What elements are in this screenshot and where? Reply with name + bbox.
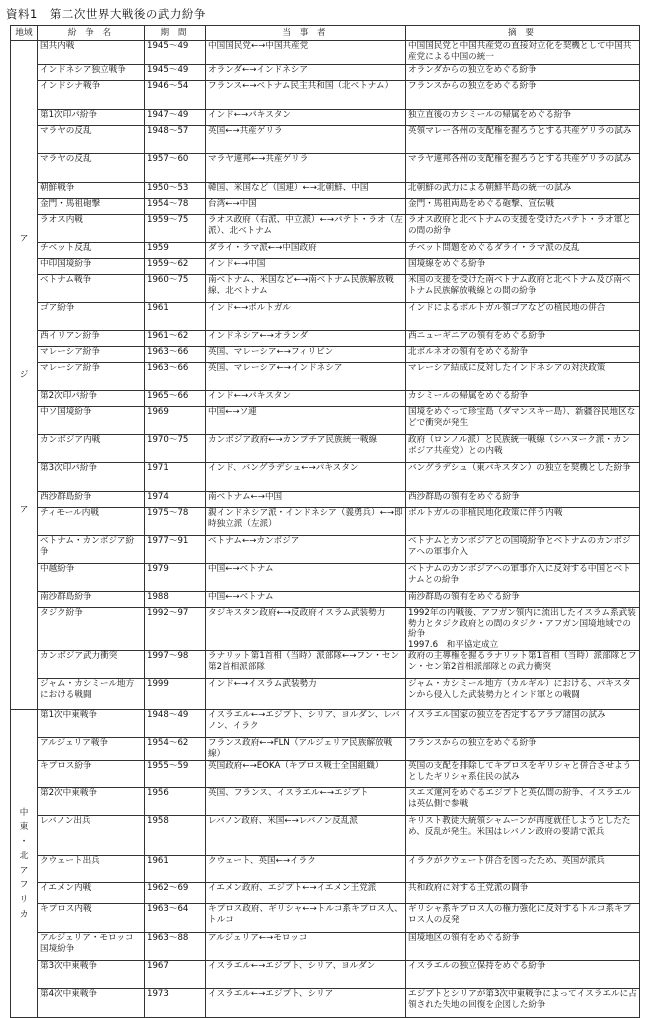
cell-summary: 共和政府に対する王党派の闘争: [406, 883, 640, 904]
cell-parties: フランス政府←→FLN（アルジェリア民族解放戦線）: [206, 738, 406, 761]
cell-parties: 英国、マレーシア←→フィリピン: [206, 347, 406, 363]
cell-parties: レバノン政府、米国←→レバノン反乱派: [206, 816, 406, 856]
cell-name: 第4次中東戦争: [38, 989, 145, 1018]
cell-period: 1948～49: [145, 710, 206, 738]
cell-period: 1961～62: [145, 331, 206, 347]
table-row: [11, 65, 640, 81]
cell-parties: 英国政府←→EOKA（キプロス戦士全国組織）: [206, 761, 406, 788]
cell-period: 1962～69: [145, 883, 206, 904]
cell-name: 国共内戦: [38, 41, 145, 65]
cell-parties: 台湾←→中国: [206, 199, 406, 215]
cell-name: マレーシア紛争: [38, 347, 145, 363]
cell-period: 1988: [145, 592, 206, 608]
table-row: [11, 199, 640, 215]
region-char: ア: [19, 234, 29, 245]
region-char: フ: [19, 880, 29, 891]
table-row: [11, 883, 640, 904]
table-row: [11, 407, 640, 435]
table-row: [11, 363, 640, 391]
cell-name: クウェート出兵: [38, 856, 145, 883]
cell-parties: クウェート、英国←→イラク: [206, 856, 406, 883]
cell-parties: イエメン政府、エジプト←→イエメン王党派: [206, 883, 406, 904]
cell-period: 1977～91: [145, 536, 206, 564]
cell-parties: インド←→ポルトガル: [206, 303, 406, 331]
cell-period: 1958: [145, 816, 206, 856]
document-title: 資料1 第二次世界大戦後の武力紛争: [6, 7, 206, 21]
cell-name: ジャム・カシミール地方における戦闘: [38, 679, 145, 710]
cell-parties: カンボジア政府←→カンプチア民族統一戦線: [206, 435, 406, 463]
header-period: 期 間: [145, 26, 206, 41]
cell-summary: 国境地区の領有をめぐる紛争: [406, 933, 640, 961]
cell-summary: 英領マレー各州の支配権を握ろうとする共産ゲリラの試み: [406, 126, 640, 154]
cell-name: ティモール内戦: [38, 508, 145, 536]
cell-name: 第2次中東戦争: [38, 788, 145, 816]
cell-name: キプロス内戦: [38, 904, 145, 933]
cell-name: インドシナ戦争: [38, 81, 145, 110]
table-row: [11, 110, 640, 126]
cell-name: タジク紛争: [38, 608, 145, 651]
cell-summary: チベット問題をめぐるダライ・ラマ派の反乱: [406, 243, 640, 259]
region-middle-east-north-africa: [11, 710, 38, 1018]
cell-name: 朝鮮戦争: [38, 183, 145, 199]
cell-summary: マラヤ連邦各州の支配権を握ろうとする共産ゲリラの試み: [406, 154, 640, 183]
cell-parties: 韓国、米国など（国連）←→北朝鮮、中国: [206, 183, 406, 199]
table-row: [11, 816, 640, 856]
cell-summary: 北ボルネオの領有をめぐる紛争: [406, 347, 640, 363]
cell-name: アルジェリア戦争: [38, 738, 145, 761]
table-row: [11, 391, 640, 407]
cell-summary: 政府の主導権を握るラナリット第1首相（当時）派部隊とフン・セン第2首相派部隊との武力衝突: [406, 651, 640, 679]
region-char: ア: [19, 865, 29, 876]
cell-summary: カシミールの帰属をめぐる紛争: [406, 391, 640, 407]
table-row: [11, 904, 640, 933]
cell-name: カンボジア武力衝突: [38, 651, 145, 679]
cell-parties: タジキスタン政府←→反政府イスラム武装勢力: [206, 608, 406, 651]
cell-name: 西イリアン紛争: [38, 331, 145, 347]
table-row: [11, 651, 640, 679]
cell-name: チベット反乱: [38, 243, 145, 259]
region-char: リ: [19, 895, 29, 906]
cell-summary: 1992年の内戦後、アフガン領内に流出したイスラム系武装勢力とタジク政府との間のタジク・アフガン国境地域での紛争 1997.6 和平協定成立: [406, 608, 640, 651]
table-row: [11, 492, 640, 508]
table-row: [11, 183, 640, 199]
cell-parties: インド←→イスラム武装勢力: [206, 679, 406, 710]
cell-period: 1948～57: [145, 126, 206, 154]
table-row: [11, 435, 640, 463]
cell-parties: イスラエル←→エジプト、シリア、ヨルダン: [206, 961, 406, 989]
table-row: [11, 303, 640, 331]
cell-parties: ベトナム←→カンボジア: [206, 536, 406, 564]
table-row: [11, 856, 640, 883]
cell-summary: 金門・馬祖両島をめぐる砲撃、宣伝戦: [406, 199, 640, 215]
cell-period: 1963～88: [145, 933, 206, 961]
cell-period: 1955～59: [145, 761, 206, 788]
table-row: [11, 154, 640, 183]
cell-parties: 南ベトナム←→中国: [206, 492, 406, 508]
cell-summary: イラクがクウェート併合を図ったため、英国が派兵: [406, 856, 640, 883]
table-row: [11, 126, 640, 154]
cell-period: 1963～66: [145, 363, 206, 391]
cell-period: 1971: [145, 463, 206, 492]
cell-period: 1975～78: [145, 508, 206, 536]
table-row: [11, 738, 640, 761]
cell-summary: 西ニューギニアの領有をめぐる紛争: [406, 331, 640, 347]
cell-period: 1950～53: [145, 183, 206, 199]
header-conflict-name: 紛 争 名: [38, 26, 145, 41]
cell-period: 1960～75: [145, 275, 206, 303]
cell-name: 中越紛争: [38, 564, 145, 592]
cell-period: 1963～64: [145, 904, 206, 933]
cell-parties: インド←→パキスタン: [206, 110, 406, 126]
table-row: [11, 564, 640, 592]
cell-period: 1957～60: [145, 154, 206, 183]
table-row: [11, 81, 640, 110]
cell-period: 1969: [145, 407, 206, 435]
table-row: [11, 508, 640, 536]
header-region: 地域: [11, 26, 38, 41]
cell-name: イエメン内戦: [38, 883, 145, 904]
cell-summary: 独立直後のカシミールの帰属をめぐる紛争: [406, 110, 640, 126]
cell-name: 西沙群島紛争: [38, 492, 145, 508]
cell-period: 1945～49: [145, 65, 206, 81]
cell-name: マレーシア紛争: [38, 363, 145, 391]
cell-summary: エジプトとシリアが第3次中東戦争によってイスラエルに占領された失地の回復を企図した紛争: [406, 989, 640, 1018]
cell-parties: インド←→中国: [206, 259, 406, 275]
table-row: [11, 761, 640, 788]
cell-summary: イスラエルの独立保持をめぐる紛争: [406, 961, 640, 989]
cell-period: 1992～97: [145, 608, 206, 651]
cell-summary: 英国の支配を排除してキプロスをギリシャと併合させようとしたギリシャ系住民の試み: [406, 761, 640, 788]
cell-period: 1967: [145, 961, 206, 989]
cell-parties: ラナリット第1首相（当時）派部隊←→フン・セン第2首相派部隊: [206, 651, 406, 679]
header-row: [11, 26, 640, 41]
table-row: [11, 933, 640, 961]
table-row: [11, 347, 640, 363]
cell-period: 1956: [145, 788, 206, 816]
cell-name: マラヤの反乱: [38, 154, 145, 183]
region-char: ア: [19, 505, 29, 516]
cell-name: 第1次中東戦争: [38, 710, 145, 738]
cell-period: 1961: [145, 856, 206, 883]
table-row: [11, 463, 640, 492]
cell-name: 第1次印パ紛争: [38, 110, 145, 126]
region-char: 東: [19, 822, 29, 833]
cell-period: 1970～75: [145, 435, 206, 463]
cell-name: アルジェリア・モロッコ国境紛争: [38, 933, 145, 961]
table-row: [11, 989, 640, 1018]
cell-name: 第2次印パ紛争: [38, 391, 145, 407]
region-char: 北: [19, 851, 29, 862]
cell-period: 1947～49: [145, 110, 206, 126]
table-row: [11, 788, 640, 816]
cell-parties: 英国、フランス、イスラエル←→エジプト: [206, 788, 406, 816]
table-row: [11, 215, 640, 243]
cell-summary: 国境をめぐって珍宝島（ダマンスキー島）、新疆谷民地区などで衝突が発生: [406, 407, 640, 435]
cell-period: 1959～75: [145, 215, 206, 243]
cell-summary: 北朝鮮の武力による朝鮮半島の統一の試み: [406, 183, 640, 199]
cell-name: マラヤの反乱: [38, 126, 145, 154]
cell-name: 金門・馬祖砲撃: [38, 199, 145, 215]
region-char: カ: [19, 909, 29, 920]
table-row: [11, 536, 640, 564]
cell-parties: マラヤ連邦←→共産ゲリラ: [206, 154, 406, 183]
region-asia: [11, 41, 38, 710]
header-summary: 摘 要: [406, 26, 640, 41]
cell-parties: オランダ←→インドネシア: [206, 65, 406, 81]
cell-parties: イスラエル←→エジプト、シリア: [206, 989, 406, 1018]
cell-parties: 親インドネシア派・インドネシア（義勇兵）←→即時独立派（左派）: [206, 508, 406, 536]
cell-parties: 英国←→共産ゲリラ: [206, 126, 406, 154]
cell-name: カンボジア内戦: [38, 435, 145, 463]
cell-parties: アルジェリア←→モロッコ: [206, 933, 406, 961]
table-body: [11, 41, 640, 1018]
cell-name: 南沙群島紛争: [38, 592, 145, 608]
cell-parties: ラオス政府（右派、中立派）←→パテト・ラオ（左派）、北ベトナム: [206, 215, 406, 243]
cell-summary: 政府（ロンノル派）と民族統一戦線（シハヌーク派・カンボジア共産党）との内戦: [406, 435, 640, 463]
cell-name: ラオス内戦: [38, 215, 145, 243]
cell-summary: イスラエル国家の独立を否定するアラブ諸国の試み: [406, 710, 640, 738]
table-row: [11, 331, 640, 347]
header-parties: 当 事 者: [206, 26, 406, 41]
cell-name: 第3次中東戦争: [38, 961, 145, 989]
cell-parties: イスラエル←→エジプト、シリア、ヨルダン、レバノン、イラク: [206, 710, 406, 738]
cell-period: 1965～66: [145, 391, 206, 407]
table-row: [11, 275, 640, 303]
cell-name: 中ソ国境紛争: [38, 407, 145, 435]
cell-period: 1973: [145, 989, 206, 1018]
cell-summary: 米国の支援を受けた南ベトナム政府と北ベトナム及び南ベトナム民族解放戦線との間の紛争: [406, 275, 640, 303]
table-row: [11, 679, 640, 710]
cell-parties: インド←→パキスタン: [206, 391, 406, 407]
cell-period: 1945～49: [145, 41, 206, 65]
cell-summary: ギリシャ系キプロス人の権力強化に反対するトルコ系キプロス人の反発: [406, 904, 640, 933]
cell-summary: ベトナムとカンボジアとの国境紛争とベトナムのカンボジアへの軍事介入: [406, 536, 640, 564]
cell-summary: バングラデシュ（東パキスタン）の独立を契機とした紛争: [406, 463, 640, 492]
cell-parties: 中国国民党←→中国共産党: [206, 41, 406, 65]
cell-name: ベトナム戦争: [38, 275, 145, 303]
cell-period: 1999: [145, 679, 206, 710]
cell-parties: キプロス政府、ギリシャ←→トルコ系キプロス人、トルコ: [206, 904, 406, 933]
cell-parties: 英国、マレーシア←→インドネシア: [206, 363, 406, 391]
cell-summary: 国境線をめぐる紛争: [406, 259, 640, 275]
cell-summary: フランスからの独立をめぐる紛争: [406, 81, 640, 110]
cell-name: キプロス紛争: [38, 761, 145, 788]
cell-summary: オランダからの独立をめぐる紛争: [406, 65, 640, 81]
cell-period: 1974: [145, 492, 206, 508]
cell-summary: ベトナムのカンボジアへの軍事介入に反対する中国とベトナムとの紛争: [406, 564, 640, 592]
cell-name: 第3次印パ紛争: [38, 463, 145, 492]
cell-name: ゴア紛争: [38, 303, 145, 331]
cell-summary: 中国国民党と中国共産党の直接対立化を契機として中国共産党による中国の統一: [406, 41, 640, 65]
cell-name: インドネシア独立戦争: [38, 65, 145, 81]
cell-summary: スエズ運河をめぐるエジプトと英仏間の紛争、イスラエルは英仏側で参戦: [406, 788, 640, 816]
cell-period: 1954～62: [145, 738, 206, 761]
cell-parties: インド、バングラデシュ←→パキスタン: [206, 463, 406, 492]
cell-period: 1963～66: [145, 347, 206, 363]
cell-summary: マレーシア結成に反対したインドネシアの対決政策: [406, 363, 640, 391]
cell-parties: 南ベトナム、米国など←→南ベトナム民族解放戦線、北ベトナム: [206, 275, 406, 303]
table-row: [11, 710, 640, 738]
cell-parties: ダライ・ラマ派←→中国政府: [206, 243, 406, 259]
cell-summary: インドによるポルトガル領ゴアなどの植民地の併合: [406, 303, 640, 331]
cell-parties: インドネシア←→オランダ: [206, 331, 406, 347]
region-char: 中: [19, 807, 29, 818]
region-char: ・: [19, 836, 29, 847]
table-row: [11, 608, 640, 651]
cell-period: 1959～62: [145, 259, 206, 275]
cell-name: ベトナム・カンボジア紛争: [38, 536, 145, 564]
table-row: [11, 243, 640, 259]
table-row: [11, 259, 640, 275]
cell-summary: キリスト教徒大統領シャムーンが再度就任しようとしたため、反乱が発生。米国はレバノン政府の要請で派兵: [406, 816, 640, 856]
cell-period: 1946～54: [145, 81, 206, 110]
cell-parties: フランス←→ベトナム民主共和国（北ベトナム）: [206, 81, 406, 110]
cell-period: 1997～98: [145, 651, 206, 679]
cell-summary: 南沙群島の領有をめぐる紛争: [406, 592, 640, 608]
table-row: [11, 592, 640, 608]
cell-parties: 中国←→ベトナム: [206, 564, 406, 592]
cell-name: レバノン出兵: [38, 816, 145, 856]
cell-summary: 西沙群島の領有をめぐる紛争: [406, 492, 640, 508]
cell-name: 中印国境紛争: [38, 259, 145, 275]
table-row: [11, 41, 640, 65]
conflicts-table: [10, 25, 640, 1018]
cell-summary: ジャム・カシミール地方（カルギル）における、パキスタンから侵入した武装勢力とインド軍との戦闘: [406, 679, 640, 710]
cell-period: 1961: [145, 303, 206, 331]
cell-summary: ポルトガルの非植民地化政策に伴う内戦: [406, 508, 640, 536]
cell-summary: ラオス政府と北ベトナムの支援を受けたパテト・ラオ軍との間の紛争: [406, 215, 640, 243]
cell-period: 1959: [145, 243, 206, 259]
table-row: [11, 961, 640, 989]
cell-parties: 中国←→ソ連: [206, 407, 406, 435]
region-char: ジ: [19, 369, 29, 380]
cell-period: 1979: [145, 564, 206, 592]
cell-period: 1954～78: [145, 199, 206, 215]
cell-parties: 中国←→ベトナム: [206, 592, 406, 608]
cell-summary: フランスからの独立をめぐる紛争: [406, 738, 640, 761]
